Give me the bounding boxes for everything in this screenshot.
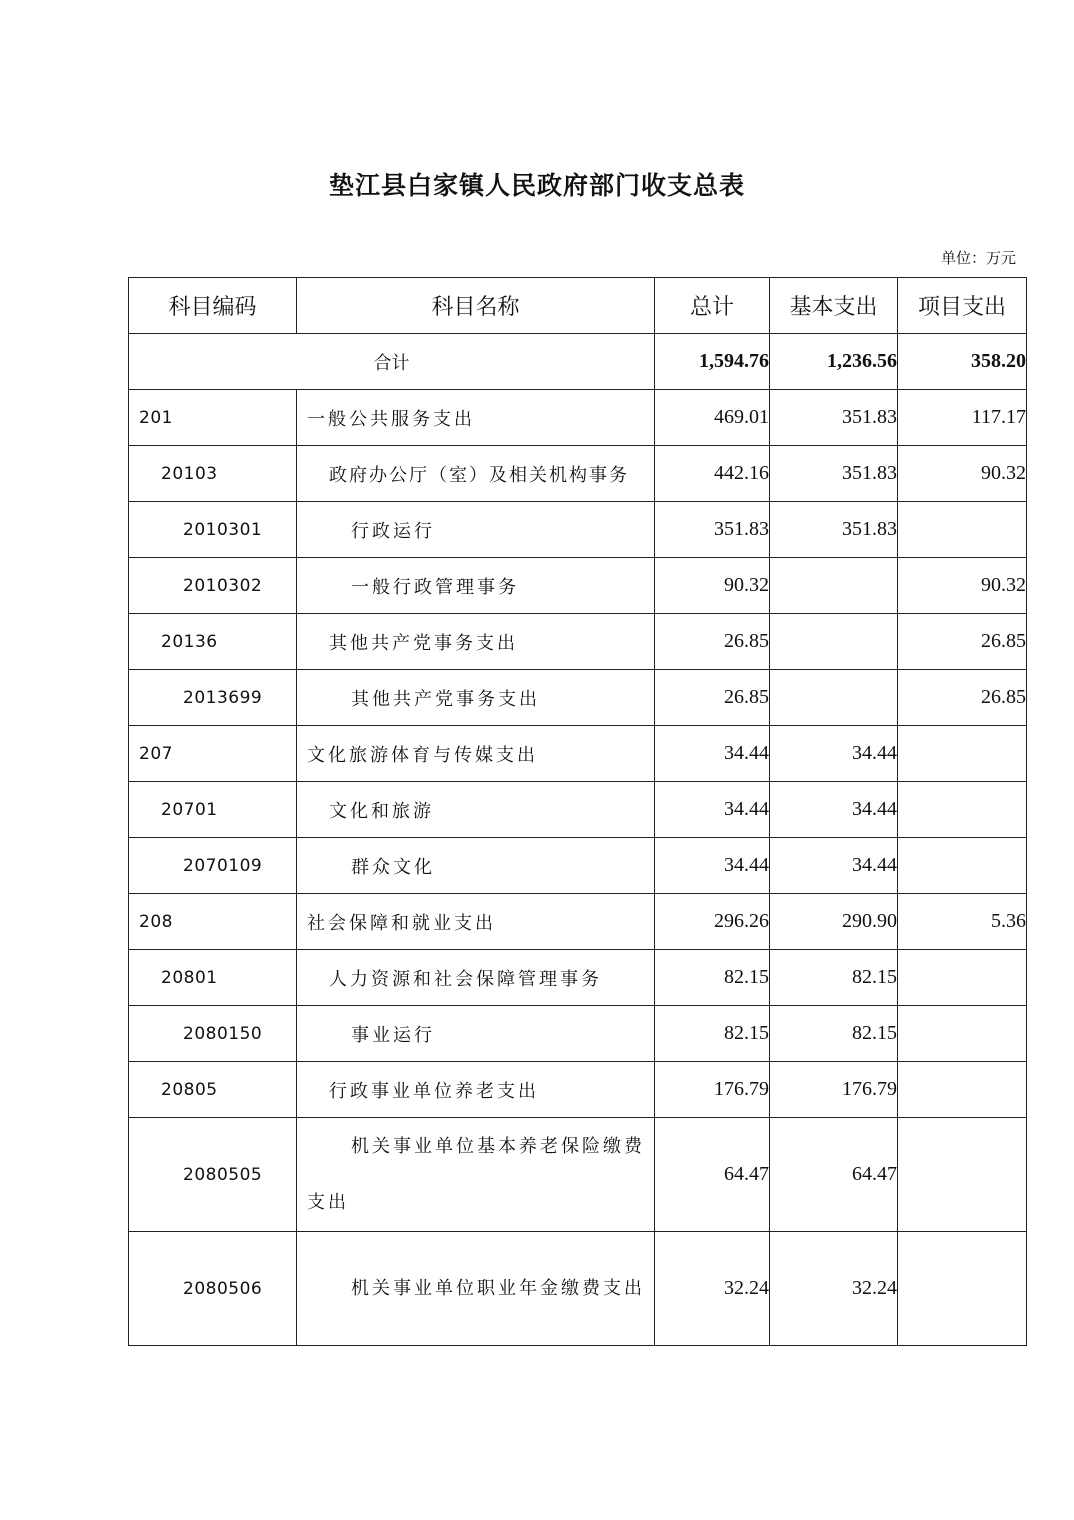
row-total: 34.44 [655, 782, 770, 838]
total-project: 358.20 [898, 334, 1027, 390]
row-basic: 32.24 [770, 1232, 898, 1346]
row-code: 20805 [129, 1062, 297, 1118]
row-total: 32.24 [655, 1232, 770, 1346]
row-basic [770, 670, 898, 726]
total-row [129, 334, 1027, 390]
table-row [129, 726, 1027, 782]
row-total: 34.44 [655, 726, 770, 782]
row-project [898, 726, 1027, 782]
row-project [898, 782, 1027, 838]
table-row [129, 1062, 1027, 1118]
row-total: 176.79 [655, 1062, 770, 1118]
row-name: 文化旅游体育与传媒支出 [297, 726, 655, 782]
row-name: 一般行政管理事务 [297, 558, 655, 614]
row-code: 2013699 [129, 670, 297, 726]
table-row [129, 1118, 1027, 1232]
header-code: 科目编码 [129, 278, 297, 334]
row-total: 26.85 [655, 670, 770, 726]
table-row [129, 1232, 1027, 1346]
row-code: 2070109 [129, 838, 297, 894]
row-code: 208 [129, 894, 297, 950]
row-project: 26.85 [898, 614, 1027, 670]
row-name: 政府办公厅（室）及相关机构事务 [297, 446, 655, 502]
table-row [129, 1006, 1027, 1062]
table-row [129, 502, 1027, 558]
row-name: 其他共产党事务支出 [297, 614, 655, 670]
row-basic: 34.44 [770, 726, 898, 782]
row-project: 5.36 [898, 894, 1027, 950]
table-row [129, 614, 1027, 670]
table-row [129, 446, 1027, 502]
row-basic: 34.44 [770, 782, 898, 838]
header-project: 项目支出 [898, 278, 1027, 334]
row-basic: 82.15 [770, 1006, 898, 1062]
row-total: 64.47 [655, 1118, 770, 1232]
row-total: 82.15 [655, 1006, 770, 1062]
table-row [129, 670, 1027, 726]
header-basic: 基本支出 [770, 278, 898, 334]
row-project [898, 1232, 1027, 1346]
page-title: 垫江县白家镇人民政府部门收支总表 [328, 171, 745, 200]
row-code: 20136 [129, 614, 297, 670]
row-project [898, 838, 1027, 894]
table-row [129, 558, 1027, 614]
table-row [129, 390, 1027, 446]
table-row [129, 950, 1027, 1006]
row-code: 20801 [129, 950, 297, 1006]
table-row [129, 894, 1027, 950]
row-basic: 64.47 [770, 1118, 898, 1232]
row-project: 26.85 [898, 670, 1027, 726]
row-project: 117.17 [898, 390, 1027, 446]
row-project [898, 1062, 1027, 1118]
row-basic: 34.44 [770, 838, 898, 894]
row-name: 群众文化 [297, 838, 655, 894]
row-project [898, 950, 1027, 1006]
header-total: 总计 [655, 278, 770, 334]
row-name: 其他共产党事务支出 [297, 670, 655, 726]
row-project: 90.32 [898, 446, 1027, 502]
row-code: 20103 [129, 446, 297, 502]
row-project: 90.32 [898, 558, 1027, 614]
table-row [129, 838, 1027, 894]
total-basic: 1,236.56 [770, 334, 898, 390]
row-basic: 351.83 [770, 502, 898, 558]
row-basic: 82.15 [770, 950, 898, 1006]
row-total: 34.44 [655, 838, 770, 894]
row-project [898, 502, 1027, 558]
row-code: 2080150 [129, 1006, 297, 1062]
row-basic: 176.79 [770, 1062, 898, 1118]
row-project [898, 1118, 1027, 1232]
row-total: 296.26 [655, 894, 770, 950]
row-total: 26.85 [655, 614, 770, 670]
row-name: 机关事业单位基本养老保险缴费支出 [297, 1118, 655, 1232]
unit-label: 单位：万元 [940, 249, 1016, 267]
total-label: 合计 [129, 334, 655, 390]
row-code: 201 [129, 390, 297, 446]
header-row [129, 278, 1027, 334]
row-code: 2010301 [129, 502, 297, 558]
row-name: 事业运行 [297, 1006, 655, 1062]
row-code: 20701 [129, 782, 297, 838]
row-basic: 351.83 [770, 446, 898, 502]
row-code: 2010302 [129, 558, 297, 614]
row-basic [770, 558, 898, 614]
total-total: 1,594.76 [655, 334, 770, 390]
row-name: 行政运行 [297, 502, 655, 558]
row-total: 469.01 [655, 390, 770, 446]
header-name: 科目名称 [297, 278, 655, 334]
row-name: 一般公共服务支出 [297, 390, 655, 446]
row-code: 2080506 [129, 1232, 297, 1346]
budget-table [128, 277, 1027, 1346]
row-name: 机关事业单位职业年金缴费支出 [297, 1232, 655, 1346]
row-basic [770, 614, 898, 670]
row-code: 2080505 [129, 1118, 297, 1232]
row-name: 社会保障和就业支出 [297, 894, 655, 950]
row-project [898, 1006, 1027, 1062]
row-basic: 351.83 [770, 390, 898, 446]
table-row [129, 782, 1027, 838]
row-code: 207 [129, 726, 297, 782]
row-name: 人力资源和社会保障管理事务 [297, 950, 655, 1006]
row-total: 82.15 [655, 950, 770, 1006]
row-name: 行政事业单位养老支出 [297, 1062, 655, 1118]
row-total: 351.83 [655, 502, 770, 558]
row-total: 90.32 [655, 558, 770, 614]
row-basic: 290.90 [770, 894, 898, 950]
row-name: 文化和旅游 [297, 782, 655, 838]
row-total: 442.16 [655, 446, 770, 502]
